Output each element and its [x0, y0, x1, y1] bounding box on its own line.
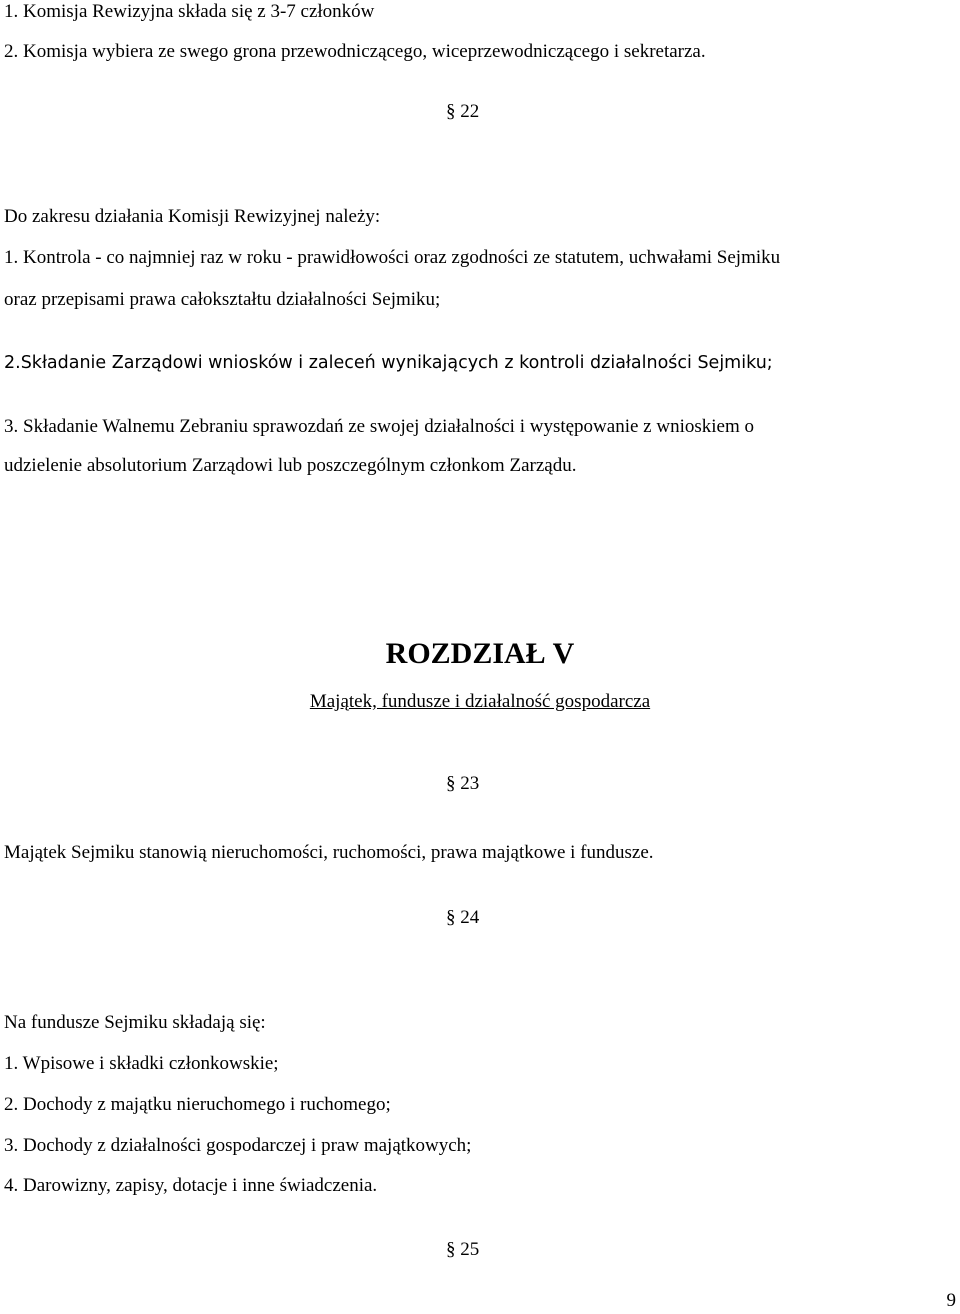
- section-sign: §: [446, 101, 456, 122]
- list-item-continuation: oraz przepisami prawa całokształtu działalności Sejmiku;: [4, 289, 441, 310]
- list-item: 2. Komisja wybiera ze swego grona przewodniczącego, wiceprzewodniczącego i sekretarza.: [4, 41, 706, 62]
- section-24-heading: [446, 906, 479, 930]
- paragraph: Na fundusze Sejmiku składają się:: [4, 1012, 266, 1033]
- list-item: 3. Składanie Walnemu Zebraniu sprawozdań ze swojej działalności i występowanie z wnioskiem o: [4, 416, 754, 437]
- list-item: 2. Dochody z majątku nieruchomego i ruchomego;: [4, 1094, 391, 1115]
- section-number: 23: [460, 773, 480, 794]
- list-item: 2.Składanie Zarządowi wniosków i zaleceń wynikających z kontroli działalności Sejmiku;: [4, 353, 773, 373]
- section-25-heading: [446, 1238, 479, 1262]
- page-number: 9: [946, 1290, 956, 1311]
- list-item: 1. Kontrola - co najmniej raz w roku - prawidłowości oraz zgodności ze statutem, uchwałami Sejmiku: [4, 247, 781, 268]
- section-sign: §: [446, 773, 456, 794]
- list-item: 3. Dochody z działalności gospodarczej i praw majątkowych;: [4, 1135, 472, 1156]
- paragraph: Do zakresu działania Komisji Rewizyjnej należy:: [4, 206, 381, 227]
- list-item-continuation: udzielenie absolutorium Zarządowi lub poszczególnym członkom Zarządu.: [4, 455, 577, 476]
- section-sign: §: [446, 907, 456, 928]
- section-sign: §: [446, 1239, 456, 1260]
- list-item: 4. Darowizny, zapisy, dotacje i inne świadczenia.: [4, 1175, 378, 1196]
- section-number: 22: [460, 101, 480, 122]
- section-number: 25: [460, 1239, 480, 1260]
- chapter-subtitle-wrapper: [0, 690, 960, 714]
- section-23-heading: [446, 772, 479, 796]
- paragraph: Majątek Sejmiku stanowią nieruchomości, ruchomości, prawa majątkowe i fundusze.: [4, 842, 654, 863]
- chapter-title: ROZDZIAŁ V: [385, 637, 575, 670]
- list-item: 1. Komisja Rewizyjna składa się z 3-7 członków: [4, 1, 375, 22]
- section-22-heading: [446, 100, 479, 124]
- chapter-subtitle: Majątek, fundusze i działalność gospodarcza: [309, 691, 651, 712]
- section-number: 24: [460, 907, 480, 928]
- list-item: 1. Wpisowe i składki członkowskie;: [4, 1053, 279, 1074]
